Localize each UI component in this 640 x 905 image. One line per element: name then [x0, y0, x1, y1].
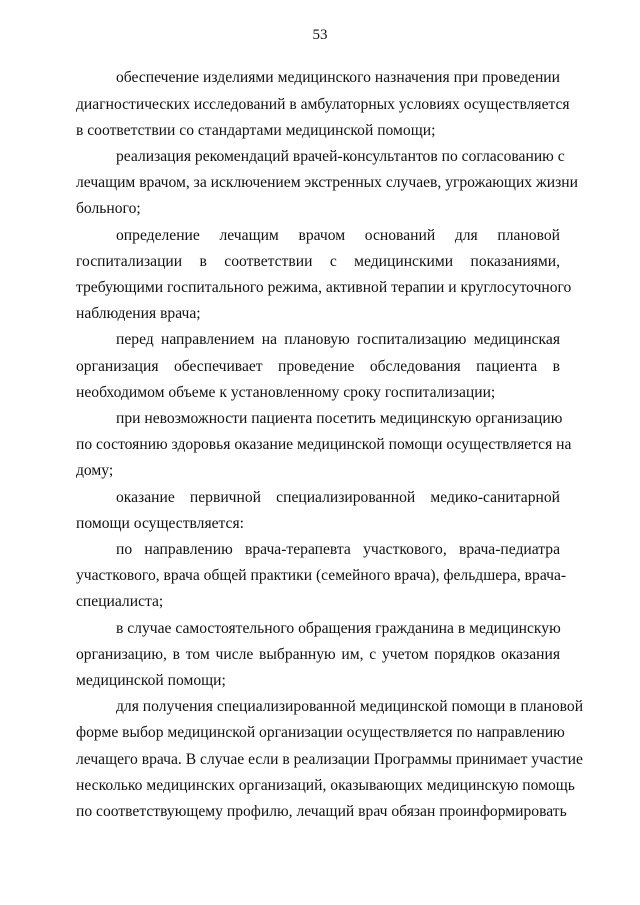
- text-line: оказание первичной специализированной медико-санитарной: [116, 489, 560, 506]
- text-line: лечащего врача. В случае если в реализации Программы принимает участие: [76, 751, 583, 768]
- text-line: форме выбор медицинской организации осуществляется по направлению: [76, 724, 565, 741]
- text-line: по направлению врача-терапевта участкового, врача-педиатра: [116, 541, 560, 558]
- text-line: по состоянию здоровья оказание медицинской помощи осуществляется на: [76, 436, 572, 453]
- text-line: дому;: [76, 462, 114, 479]
- text-line: лечащим врачом, за исключением экстренных случаев, угрожающих жизни: [76, 174, 578, 191]
- text-line: участкового, врача общей практики (семейного врача), фельдшера, врача-: [76, 567, 567, 584]
- text-line: определение лечащим врачом оснований для плановой: [116, 227, 560, 244]
- page-number: 53: [312, 27, 328, 43]
- text-line: в соответствии со стандартами медицинской помощи;: [76, 122, 436, 139]
- text-line: госпитализации в соответствии с медицинскими показаниями,: [76, 253, 560, 270]
- text-line: медицинской помощи;: [76, 672, 226, 689]
- text-line: несколько медицинских организаций, оказывающих медицинскую помощь: [76, 777, 575, 794]
- text-line: организация обеспечивает проведение обследования пациента в: [76, 358, 560, 375]
- text-line: организацию, в том числе выбранную им, с учетом порядков оказания: [76, 646, 560, 663]
- text-line: помощи осуществляется:: [76, 515, 244, 532]
- text-line: реализация рекомендаций врачей-консультантов по согласованию с: [116, 148, 565, 165]
- text-line: обеспечение изделиями медицинского назначения при проведении: [116, 69, 560, 86]
- text-line: перед направлением на плановую госпитализацию медицинская: [116, 331, 560, 348]
- text-line: в случае самостоятельного обращения гражданина в медицинскую: [116, 620, 561, 637]
- text-line: для получения специализированной медицинской помощи в плановой: [116, 698, 584, 715]
- text-line: специалиста;: [76, 593, 164, 610]
- text-line: при невозможности пациента посетить медицинскую организацию: [116, 410, 563, 427]
- text-line: диагностических исследований в амбулаторных условиях осуществляется: [76, 96, 570, 113]
- text-line: наблюдения врача;: [76, 305, 201, 322]
- text-line: по соответствующему профилю, лечащий врач обязан проинформировать: [76, 803, 567, 820]
- text-line: требующими госпитального режима, активной терапии и круглосуточного: [76, 279, 572, 296]
- text-line: больного;: [76, 200, 141, 217]
- text-line: необходимом объеме к установленному сроку госпитализации;: [76, 384, 496, 401]
